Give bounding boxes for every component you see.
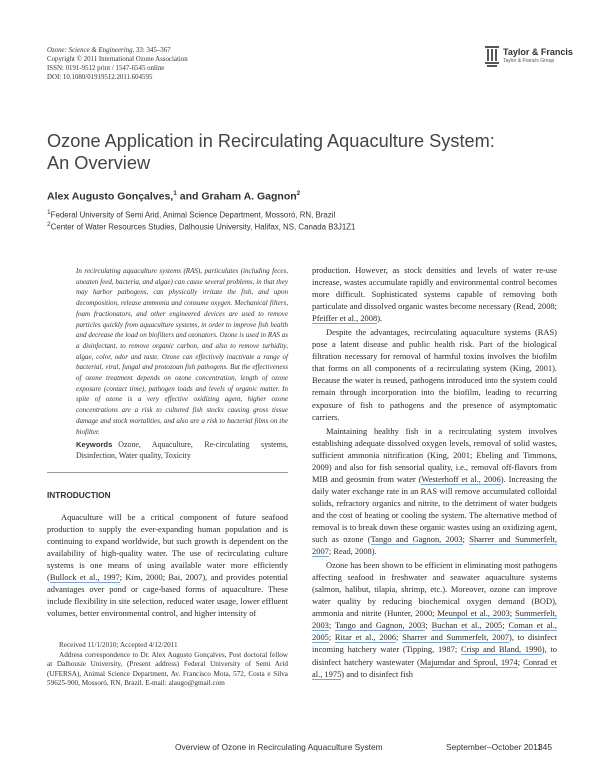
author-1-sup: 1 [173,190,177,197]
text-run: ; Kim, 2000; Bai, 2007), and provides potential advantages over pond or cage-based forms of aquaculture. These include flexibility in site selection, reduced water usage, lower effluent volumes, better environmental control, and higher intensity of [47,572,288,619]
citation-link[interactable]: Buchan et al., 2005 [431,620,503,631]
text-run: ; [509,608,516,619]
publisher-temple-icon [484,44,500,68]
citation-link[interactable]: Sharrer and Summerfelt, 2007 [402,632,510,643]
introduction-body [47,511,288,619]
text-run: ; [462,534,470,545]
text-run: ; [425,620,432,631]
keywords-label: Keywords [76,440,113,449]
citation-link[interactable]: Majumdar and Sproul, 1974 [419,656,518,667]
article-title [47,130,557,174]
right-paragraph-1 [312,264,557,324]
right-paragraph-2: Despite the advantages, recirculating aquaculture systems (RAS) pose a latent disease and public health risk. Part of the biological filtration necessary for removal of harmful toxins involves the biofilm that forms on all components of a recirculating system (King, 2001). Because the water is reused, pathogens introduced into the system could remain through incorporation into the biofilm, leading to recurring exposure of fish to pathogens and the presence of asymptomatic carriers. [312,327,557,422]
section-divider [47,472,288,473]
title-line-2: An Overview [47,153,151,173]
journal-metadata [47,46,188,82]
author-2-sup: 2 [296,190,301,197]
affiliation-2 [47,221,355,232]
citation-link[interactable]: Conrad et al., 1975 [312,656,557,679]
text-run: ). Increasing the daily water exchange rate in an RAS will remove accumulated colloidal solids, refractory organics and nitrite, to the detriment of water budgets and the cost of heating or cooling the system. The alternative method of removal is to break down these organic wastes using an oxidizing agent, such as ozone ( [312,473,557,545]
publisher-group: Taylor & Francis Group [503,58,555,64]
text-run: ), to disinfect hatchery wastewater ( [312,644,558,667]
keywords [76,439,288,461]
author-1: Alex Augusto Gonçalves, [47,190,174,203]
correspondence-note: Address correspondence to Dr. Alex Augusto Gonçalves, Post doctoral fellow at Dalhousie University, (Present address) Federal University of Semi Arid (UFERSA), Animal Science Department, Av. Francisco Mota, 572, Costa e Silva 59625-900, Mossoró, RN, Brazil. E-mail: alaugo@gmail.com [47,650,288,688]
text-run: ). [377,313,383,324]
citation-link[interactable]: Westerhoff et al., 2006 [421,473,501,484]
right-paragraph-3 [312,425,557,558]
text-run: ; [328,632,335,643]
received-note: Received 11/1/2010; Accepted 4/12/2011 [59,641,178,649]
citation-link[interactable]: Tango and Gagnon, 2003 [370,534,463,545]
citation-link[interactable]: Ritar et al., 2006 [334,632,397,643]
text-run: ; [502,620,509,631]
running-title: Overview of Ozone in Recirculating Aquaculture System [175,742,383,752]
right-paragraph-4 [312,559,557,679]
volume-pages: , 33: 345–367 [132,47,171,54]
citation-link[interactable]: Pfeiffer et al., 2008 [312,313,378,324]
article-notes [47,641,288,689]
title-line-1: Ozone Application in Recirculating Aquaculture System: [47,131,495,151]
introduction-paragraph-1 [47,511,288,619]
text-run: ), to disinfect incoming hatchery water (Tipping, 1987; [312,632,557,655]
citation-link[interactable]: Crisp and Bland, 1990 [460,644,542,655]
abstract: In recirculating aquaculture systems (RAS), particulates (including feces, uneaten feed, bacteria, and algae) can cause several problems, in that they may harbor pathogens, can physically irritate the fish, and upon decomposition, release ammonia and consume oxygen. Mechanical filters, foam fractionators, and other engineered devices are used to remove particles quickly from aquaculture systems, in order to improve fish health and decrease the load on biofilters and ozonators. Ozone is used in RAS as a disinfectant, to remove organic carbon, and also to remove turbidity, algae, color, odor and taste. Ozone can effectively inactivate a range of bacterial, viral, fungal and protozoan fish pathogens. But the effectiveness of ozone treatment depends on ozone concentration, length of ozone exposure (contact time), pathogen loads and levels of organic matter. In spite of ozone is a very effective oxidizing agent, higher ozone concentrations are a risk to cultured fish stocks causing gross tissue damage and stock mortalities, and also are a risk to bacterial films on the biofilter. [76,267,288,436]
affiliation-2-sup: 2 [47,221,51,228]
right-column-body [312,264,557,680]
introduction-heading: INTRODUCTION [47,490,111,500]
doi-line: DOI: 10.1080/01919512.2011.604595 [47,74,153,81]
text-run: ; Read, 2008). [328,546,377,557]
affiliation-2-text: Center of Water Resources Studies, Dalhousie University, Halifax, NS, Canada B3J1Z1 [50,222,356,232]
author-line [47,190,300,203]
issn-line: ISSN: 0191-9512 print / 1547-6545 online [47,65,165,72]
citation-link[interactable]: Coman et al., 2005 [312,620,557,643]
publisher-name: Taylor & Francis [503,47,573,57]
text-run: ; [517,656,524,667]
citation-link[interactable]: Tango and Gagnon, 2003 [334,620,426,631]
text-run: ; [396,632,403,643]
citation-link[interactable]: Summerfelt, 2003 [312,608,557,631]
copyright-line: Copyright © 2011 International Ozone Association [47,56,188,63]
affiliation-1-text: Federal University of Semi Arid, Animal Science Department, Mossoró, RN, Brazil [50,210,336,220]
text-run: ; [328,620,335,631]
author-join: and Graham A. Gagnon [176,190,297,203]
text-run: Ozone has been shown to be efficient in eliminating most pathogens affecting seafood in freshwater and seawater aquaculture systems (salmon, halibut, tilapia, shrimp, etc.). Moreover, ozone can improve water quality by reducing biochemical oxygen demand (BOD), ammonia and nitrite (Hunter, 2000; [312,560,557,619]
affiliation-1-sup: 1 [47,209,51,216]
text-run: ) and to disinfect fish [341,668,413,679]
keywords-text: Ozone, Aquaculture, Re-circulating systems, Disinfection, Water quality, Toxicity [76,440,288,460]
citation-link[interactable]: Sharrer and Summerfelt, 2007 [312,534,557,557]
affiliation-1 [47,209,335,220]
text-run: Aquaculture will be a critical component of future seafood production to supply the ever-expanding human population and is continuing to expand worldwide, but such growth is dependent on the availability of high-quality water. The use of recirculating culture systems is one means of using available water more efficiently ( [47,512,288,583]
journal-name: Ozone: Science & Engineering [47,47,133,54]
citation-link[interactable]: Meunpol et al., 2003 [437,608,510,619]
citation-link[interactable]: Bullock et al., 1997 [49,572,120,583]
issue-date: September–October 2011 [446,742,542,752]
text-run: Maintaining healthy fish in a recirculating system involves establishing adequate dissolved oxygen levels, removal of solid wastes, sufficient ammonia nitrification (King, 2001; Ebeling and Timmons, 2009) and also for fish sensorial quality, i.e., removal off-flavors from MIB and geosmin from water ( [312,425,557,484]
page-number: 345 [538,742,552,752]
text-run: production. However, as stock densities and levels of water re-use increase, wastes accumulate rapidly and environmental control becomes more difficult. Sophisticated systems capable of removing both particulate and dissolved organic wastes become necessary (Read, 2008; [312,265,557,312]
